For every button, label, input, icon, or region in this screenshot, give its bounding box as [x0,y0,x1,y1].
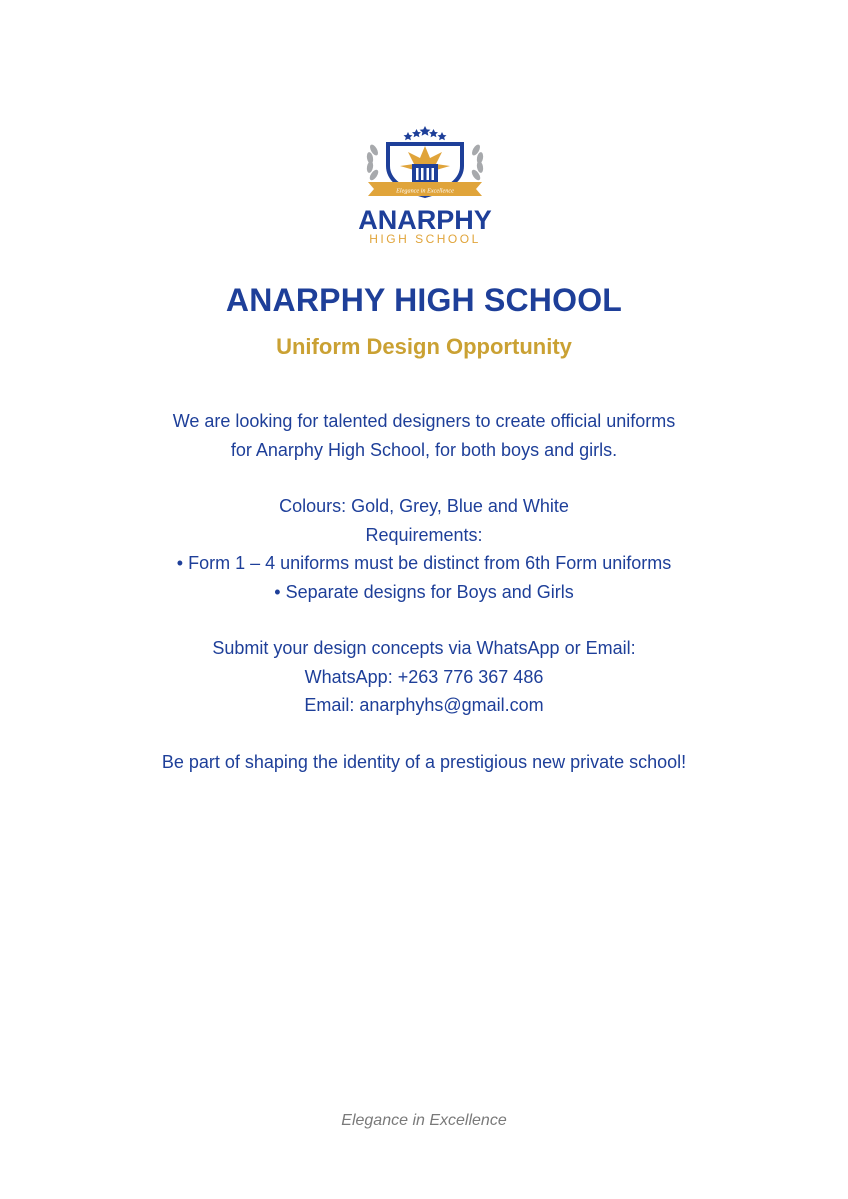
colours-line: Colours: Gold, Grey, Blue and White [279,496,569,516]
logo-crest [330,122,520,248]
school-logo [330,122,520,248]
whatsapp-contact: WhatsApp: +263 776 367 486 [304,666,544,687]
requirements-section [0,492,848,606]
requirements-heading: Requirements: [365,524,483,545]
footer-tagline: Elegance in Excellence [341,1112,507,1129]
submit-section [0,634,848,720]
intro-line: We are looking for talented designers to create official uniforms [172,411,676,431]
logo-wordmark: ANARPHY [358,205,492,235]
star-icons [404,126,447,140]
page-title: ANARPHY HIGH SCHOOL [225,282,623,318]
book-icon [412,164,438,184]
requirement-item: • Separate designs for Boys and Girls [274,581,574,602]
page-subtitle: Uniform Design Opportunity [276,334,572,359]
submit-heading: Submit your design concepts via WhatsApp or Email: [212,638,636,658]
closing-line: Be part of shaping the identity of a prestigious new private school! [161,752,687,772]
intro-paragraph [0,407,848,464]
intro-line: for Anarphy High School, for both boys and girls. [230,439,618,460]
logo-wordmark-sub: HIGH SCHOOL [369,232,481,246]
requirement-item: • Form 1 – 4 uniforms must be distinct from 6th Form uniforms [176,553,672,573]
ribbon-text: Elegance in Excellence [396,187,454,195]
email-contact: Email: anarphyhs@gmail.com [304,695,544,715]
